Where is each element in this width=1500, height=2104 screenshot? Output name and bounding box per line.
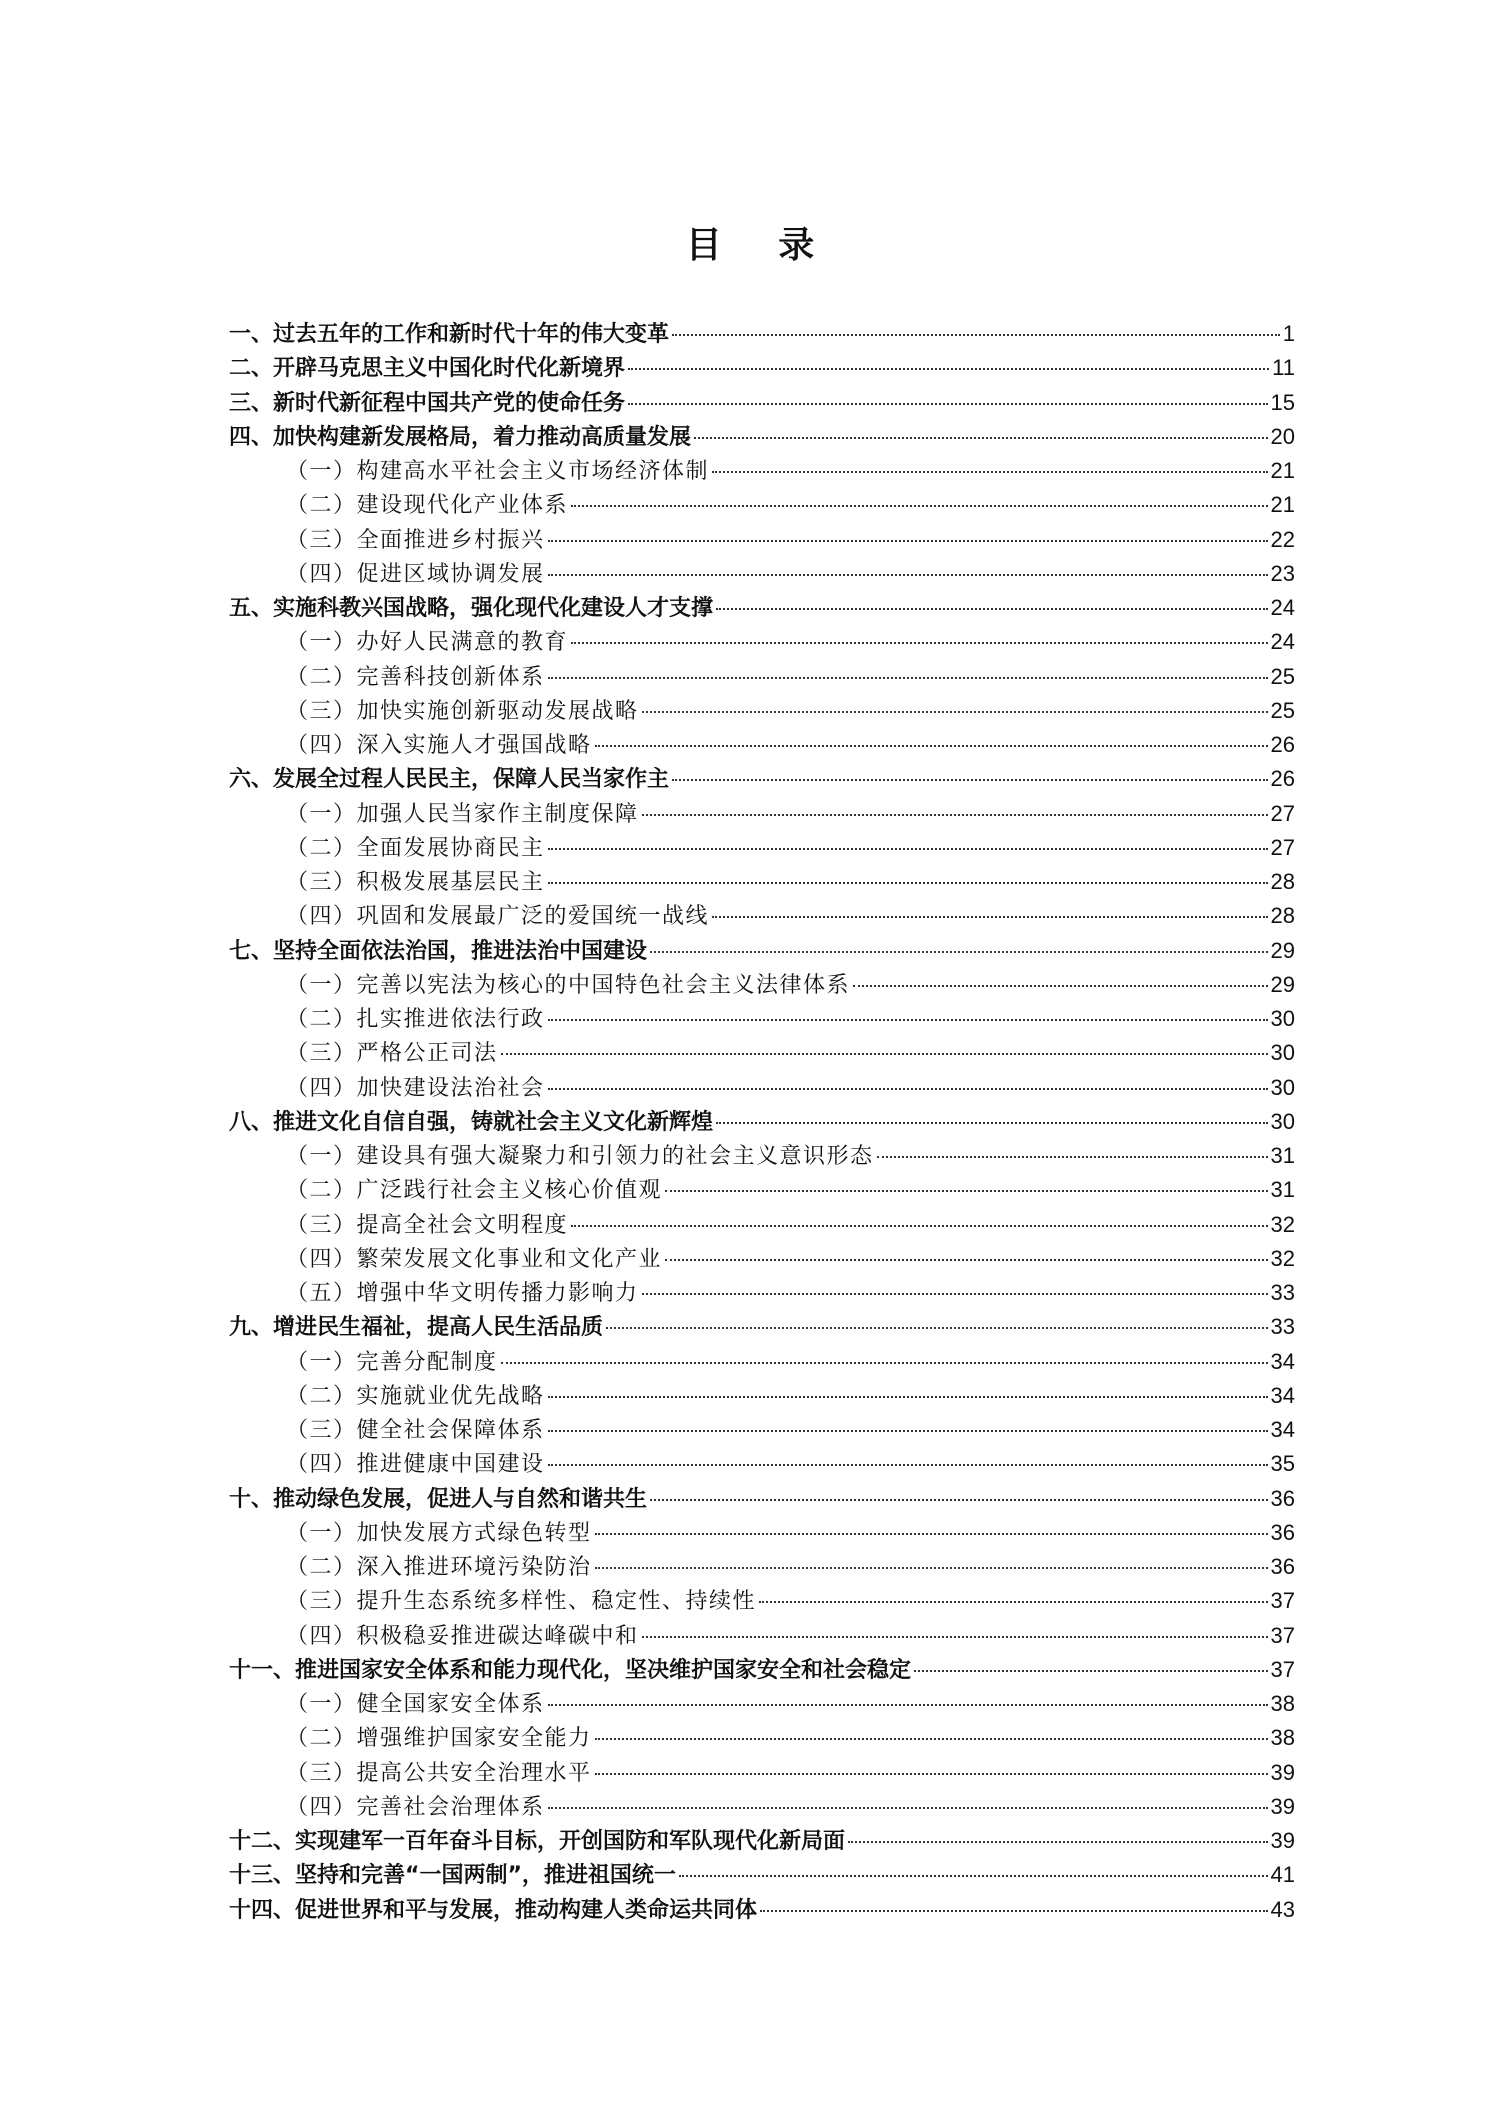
toc-subsection-entry[interactable] <box>229 523 1295 557</box>
dot-leader <box>848 1841 1268 1843</box>
toc-entry-title: （四）加快建设法治社会 <box>286 1075 545 1101</box>
toc-entry-page-number: 25 <box>1270 697 1295 723</box>
toc-entry-page-number: 21 <box>1270 492 1295 518</box>
toc-entry-page-number: 1 <box>1282 321 1295 346</box>
toc-entry-page-number: 24 <box>1270 629 1295 655</box>
toc-entry-title: （三）严格公正司法 <box>286 1041 498 1067</box>
toc-entry-page-number: 20 <box>1270 423 1295 449</box>
toc-subsection-entry[interactable] <box>229 1550 1295 1584</box>
toc-entry-page-number: 24 <box>1270 595 1295 620</box>
toc-subsection-entry[interactable] <box>229 660 1295 694</box>
toc-entry-page-number: 33 <box>1270 1280 1295 1305</box>
toc-entry-page-number: 33 <box>1270 1314 1295 1340</box>
toc-subsection-entry[interactable] <box>229 1036 1295 1070</box>
toc-section-entry[interactable] <box>229 1824 1295 1858</box>
toc-section-entry[interactable] <box>229 1653 1295 1687</box>
toc-section-entry[interactable] <box>229 420 1295 454</box>
toc-subsection-entry[interactable] <box>229 1413 1295 1447</box>
toc-entry-title: （二）增强维护国家安全能力 <box>286 1726 592 1752</box>
toc-entry-title: 三、新时代新征程中国共产党的使命任务 <box>229 390 626 416</box>
dot-leader <box>679 1875 1268 1877</box>
toc-entry-title: （四）推进健康中国建设 <box>286 1452 545 1478</box>
dot-leader <box>672 334 1280 336</box>
toc-entry-page-number: 37 <box>1270 1588 1295 1614</box>
toc-subsection-entry[interactable] <box>229 1619 1295 1653</box>
dot-leader <box>642 814 1268 816</box>
dot-leader <box>759 1601 1268 1603</box>
toc-entry-page-number: 23 <box>1270 560 1295 586</box>
toc-entry-title: （一）办好人民满意的教育 <box>286 630 569 656</box>
toc-entry-title: （四）积极稳妥推进碳达峰碳中和 <box>286 1623 639 1649</box>
toc-entry-page-number: 21 <box>1270 458 1295 483</box>
toc-entry-title: （一）构建高水平社会主义市场经济体制 <box>286 459 710 484</box>
toc-entry-page-number: 15 <box>1270 389 1295 415</box>
toc-entry-page-number: 38 <box>1270 1725 1295 1751</box>
dot-leader <box>548 540 1268 542</box>
toc-entry-title: （一）完善分配制度 <box>286 1349 498 1375</box>
toc-entry-title: 十四、促进世界和平与发展，推动构建人类命运共同体 <box>229 1897 758 1923</box>
toc-entry-page-number: 39 <box>1270 1793 1295 1819</box>
dot-leader <box>548 882 1268 884</box>
dot-leader <box>548 677 1268 679</box>
toc-entry-page-number: 27 <box>1270 834 1295 860</box>
toc-entry-page-number: 28 <box>1270 903 1295 929</box>
toc-subsection-entry[interactable] <box>229 1208 1295 1242</box>
toc-subsection-entry[interactable] <box>229 1687 1295 1721</box>
toc-entry-title: 七、坚持全面依法治国，推进法治中国建设 <box>229 938 648 964</box>
toc-entry-page-number: 39 <box>1270 1828 1295 1853</box>
toc-entry-page-number: 31 <box>1270 1143 1295 1168</box>
toc-entry-page-number: 32 <box>1270 1245 1295 1271</box>
toc-entry-page-number: 39 <box>1270 1759 1295 1785</box>
toc-entry-page-number: 34 <box>1270 1348 1295 1374</box>
toc-entry-page-number: 11 <box>1272 355 1295 381</box>
toc-entry-title: （二）完善科技创新体系 <box>286 664 545 690</box>
toc-entry-title: （二）全面发展协商民主 <box>286 835 545 861</box>
toc-entry-title: （四）深入实施人才强国战略 <box>286 733 592 758</box>
dot-leader <box>606 1327 1268 1329</box>
toc-entry-title: （四）促进区域协调发展 <box>286 561 545 587</box>
dot-leader <box>694 437 1268 439</box>
dot-leader <box>914 1670 1268 1672</box>
toc-section-entry[interactable] <box>229 351 1295 385</box>
dot-leader <box>548 1019 1268 1021</box>
toc-subsection-entry[interactable] <box>229 1276 1295 1310</box>
toc-entry-page-number: 30 <box>1270 1040 1295 1066</box>
toc-entry-page-number: 35 <box>1270 1451 1295 1477</box>
toc-entry-page-number: 28 <box>1270 869 1295 894</box>
dot-leader <box>853 985 1268 987</box>
toc-entry-title: 二、开辟马克思主义中国化时代化新境界 <box>229 356 626 382</box>
toc-section-entry[interactable] <box>229 317 1295 351</box>
toc-entry-page-number: 37 <box>1270 1656 1295 1682</box>
dot-leader <box>877 1156 1268 1158</box>
toc-entry-title: （三）积极发展基层民主 <box>286 870 545 895</box>
toc-entry-title: （三）加快实施创新驱动发展战略 <box>286 698 639 724</box>
toc-entry-page-number: 32 <box>1270 1211 1295 1237</box>
toc-entry-page-number: 25 <box>1270 663 1295 689</box>
toc-entry-title: 十二、实现建军一百年奋斗目标，开创国防和军队现代化新局面 <box>229 1829 846 1854</box>
toc-entry-title: （三）提高公共安全治理水平 <box>286 1760 592 1786</box>
toc-entry-title: 八、推进文化自信自强，铸就社会主义文化新辉煌 <box>229 1109 714 1135</box>
toc-subsection-entry[interactable] <box>229 1002 1295 1036</box>
toc-section-entry[interactable] <box>229 1310 1295 1344</box>
dot-leader <box>571 1225 1268 1227</box>
toc-entry-title: （一）建设具有强大凝聚力和引领力的社会主义意识形态 <box>286 1144 874 1169</box>
dot-leader <box>642 711 1268 713</box>
dot-leader <box>642 1293 1268 1295</box>
toc-subsection-entry[interactable] <box>229 831 1295 865</box>
toc-subsection-entry[interactable] <box>229 1139 1295 1173</box>
toc-entry-page-number: 27 <box>1270 800 1295 826</box>
toc-section-entry[interactable] <box>229 934 1295 968</box>
toc-subsection-entry[interactable] <box>229 454 1295 488</box>
toc-entry-title: 十三、坚持和完善“一国两制”，推进祖国统一 <box>229 1863 676 1889</box>
toc-entry-title: 九、增进民生福祉，提高人民生活品质 <box>229 1315 604 1341</box>
toc-entry-page-number: 29 <box>1270 971 1295 997</box>
toc-entry-page-number: 41 <box>1270 1862 1295 1888</box>
toc-entry-title: （一）加快发展方式绿色转型 <box>286 1520 592 1546</box>
toc-entry-title: 一、过去五年的工作和新时代十年的伟大变革 <box>229 322 670 347</box>
toc-entry-page-number: 31 <box>1270 1177 1295 1203</box>
toc-subsection-entry[interactable] <box>229 488 1295 522</box>
toc-entry-page-number: 22 <box>1270 526 1295 552</box>
table-of-contents <box>229 317 1295 1927</box>
toc-subsection-entry[interactable] <box>229 1071 1295 1105</box>
toc-entry-title: （三）提升生态系统多样性、稳定性、持续性 <box>286 1589 757 1615</box>
toc-entry-title: 六、发展全过程人民民主，保障人民当家作主 <box>229 767 670 793</box>
toc-entry-page-number: 30 <box>1270 1006 1295 1031</box>
dot-leader <box>650 951 1268 953</box>
toc-entry-title: 五、实施科教兴国战略，强化现代化建设人才支撑 <box>229 596 714 621</box>
dot-leader <box>665 1190 1268 1192</box>
toc-subsection-entry[interactable] <box>229 625 1295 659</box>
toc-section-entry[interactable] <box>229 1105 1295 1139</box>
toc-entry-page-number: 37 <box>1270 1622 1295 1648</box>
toc-entry-title: （三）健全社会保障体系 <box>286 1418 545 1443</box>
dot-leader <box>712 471 1268 473</box>
toc-entry-page-number: 38 <box>1270 1691 1295 1716</box>
dot-leader <box>548 1704 1268 1706</box>
dot-leader <box>760 1910 1268 1912</box>
dot-leader <box>712 916 1268 918</box>
dot-leader <box>548 1088 1268 1090</box>
dot-leader <box>628 403 1268 405</box>
toc-entry-title: （四）完善社会治理体系 <box>286 1794 545 1820</box>
toc-subsection-entry[interactable] <box>229 1173 1295 1207</box>
dot-leader <box>548 1807 1268 1809</box>
toc-subsection-entry[interactable] <box>229 865 1295 899</box>
toc-entry-page-number: 36 <box>1270 1485 1295 1511</box>
dot-leader <box>650 1499 1268 1501</box>
dot-leader <box>571 505 1268 507</box>
toc-entry-page-number: 30 <box>1270 1074 1295 1100</box>
toc-subsection-entry[interactable] <box>229 557 1295 591</box>
toc-entry-page-number: 36 <box>1270 1554 1295 1579</box>
dot-leader <box>595 1773 1268 1775</box>
dot-leader <box>595 1738 1268 1740</box>
dot-leader <box>548 1464 1268 1466</box>
toc-entry-title: 十、推动绿色发展，促进人与自然和谐共生 <box>229 1486 648 1512</box>
dot-leader <box>595 1567 1268 1569</box>
toc-entry-title: （四）繁荣发展文化事业和文化产业 <box>286 1246 663 1272</box>
toc-entry-title: （三）全面推进乡村振兴 <box>286 527 545 553</box>
toc-subsection-entry[interactable] <box>229 1242 1295 1276</box>
toc-entry-page-number: 34 <box>1270 1417 1295 1442</box>
dot-leader <box>628 368 1269 370</box>
toc-subsection-entry[interactable] <box>229 1447 1295 1481</box>
toc-subsection-entry[interactable] <box>229 1516 1295 1550</box>
toc-section-entry[interactable] <box>229 762 1295 796</box>
dot-leader <box>571 642 1268 644</box>
toc-subsection-entry[interactable] <box>229 968 1295 1002</box>
dot-leader <box>548 574 1268 576</box>
toc-subsection-entry[interactable] <box>229 1379 1295 1413</box>
toc-section-entry[interactable] <box>229 1858 1295 1892</box>
dot-leader <box>716 1122 1268 1124</box>
toc-subsection-entry[interactable] <box>229 694 1295 728</box>
toc-entry-title: （四）巩固和发展最广泛的爱国统一战线 <box>286 904 710 930</box>
toc-subsection-entry[interactable] <box>229 1345 1295 1379</box>
dot-leader <box>548 848 1268 850</box>
toc-entry-title: （二）扎实推进依法行政 <box>286 1007 545 1032</box>
toc-entry-title: （一）加强人民当家作主制度保障 <box>286 801 639 827</box>
toc-subsection-entry[interactable] <box>229 1721 1295 1755</box>
toc-entry-title: （一）完善以宪法为核心的中国特色社会主义法律体系 <box>286 972 851 998</box>
toc-entry-page-number: 30 <box>1270 1108 1295 1134</box>
toc-subsection-entry[interactable] <box>229 1790 1295 1824</box>
toc-section-entry[interactable] <box>229 591 1295 625</box>
toc-entry-title: （三）提高全社会文明程度 <box>286 1212 569 1238</box>
dot-leader <box>672 779 1268 781</box>
toc-entry-title: （二）广泛践行社会主义核心价值观 <box>286 1178 663 1204</box>
toc-entry-title: 四、加快构建新发展格局，着力推动高质量发展 <box>229 424 692 450</box>
dot-leader <box>501 1362 1268 1364</box>
dot-leader <box>548 1396 1268 1398</box>
toc-entry-page-number: 29 <box>1270 937 1295 963</box>
dot-leader <box>595 745 1268 747</box>
toc-entry-page-number: 36 <box>1270 1519 1295 1545</box>
toc-entry-title: （二）建设现代化产业体系 <box>286 493 569 519</box>
toc-section-entry[interactable] <box>229 1893 1295 1927</box>
toc-subsection-entry[interactable] <box>229 728 1295 762</box>
toc-entry-title: （五）增强中华文明传播力影响力 <box>286 1281 639 1306</box>
dot-leader <box>595 1533 1268 1535</box>
dot-leader <box>501 1053 1268 1055</box>
toc-entry-title: （二）实施就业优先战略 <box>286 1383 545 1409</box>
toc-entry-page-number: 43 <box>1270 1896 1295 1922</box>
dot-leader <box>665 1259 1268 1261</box>
toc-subsection-entry[interactable] <box>229 1584 1295 1618</box>
toc-entry-page-number: 26 <box>1270 766 1295 792</box>
toc-entry-page-number: 34 <box>1270 1382 1295 1408</box>
toc-section-entry[interactable] <box>229 1482 1295 1516</box>
toc-entry-page-number: 26 <box>1270 732 1295 757</box>
dot-leader <box>642 1636 1268 1638</box>
toc-entry-title: （一）健全国家安全体系 <box>286 1692 545 1717</box>
toc-section-entry[interactable] <box>229 386 1295 420</box>
toc-entry-title: 十一、推进国家安全体系和能力现代化，坚决维护国家安全和社会稳定 <box>229 1657 912 1683</box>
toc-subsection-entry[interactable] <box>229 1756 1295 1790</box>
dot-leader <box>716 608 1268 610</box>
toc-entry-title: （二）深入推进环境污染防治 <box>286 1555 592 1580</box>
page-title: 目 录 <box>685 224 837 267</box>
toc-subsection-entry[interactable] <box>229 899 1295 933</box>
toc-subsection-entry[interactable] <box>229 797 1295 831</box>
dot-leader <box>548 1430 1268 1432</box>
